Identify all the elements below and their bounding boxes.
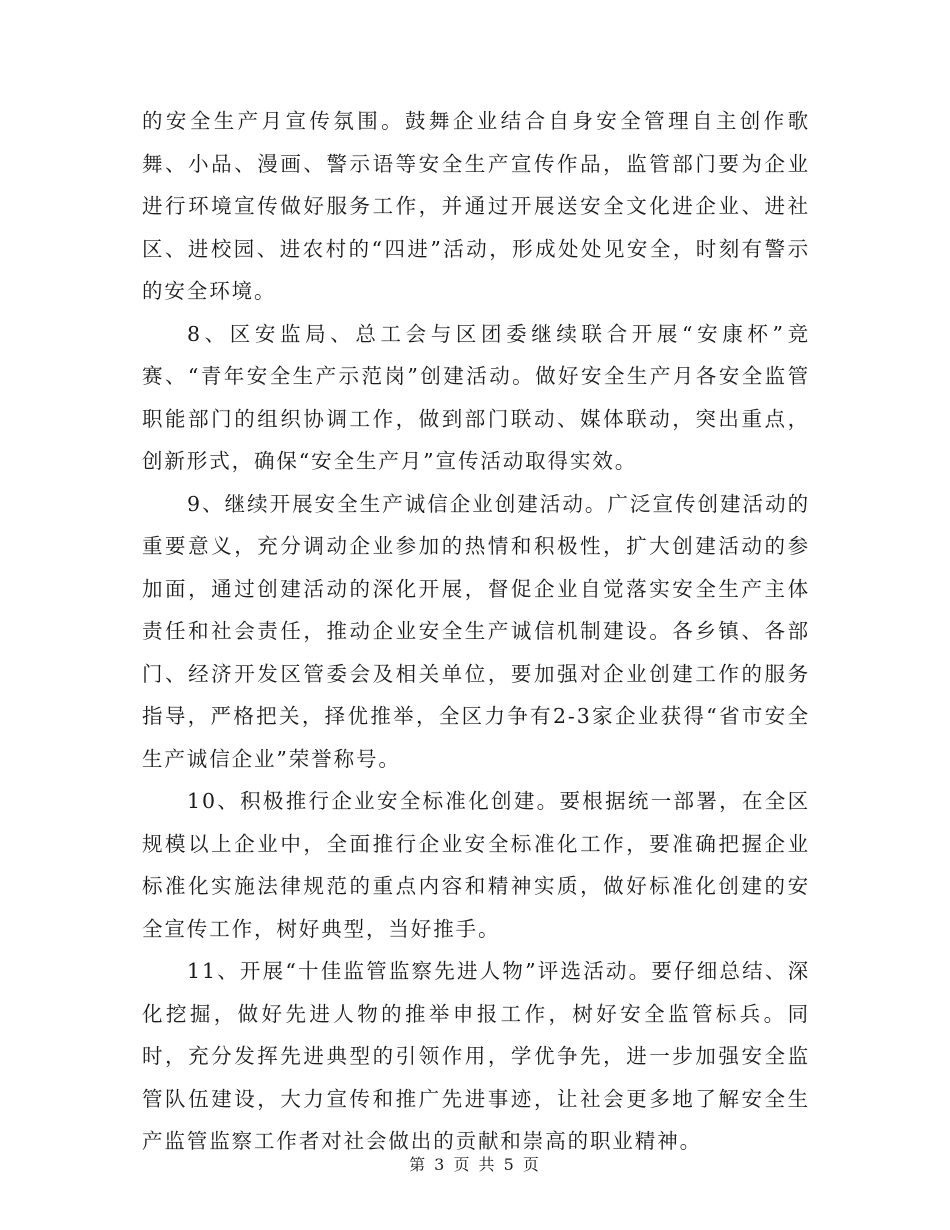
document-body [142,100,810,1163]
paragraph-item-11: 11、开展“十佳监管监察先进人物”评选活动。要仔细总结、深化挖掘，做好先进人物的推举申报工作，树好安全监管标兵。同时，充分发挥先进典型的引领作用，学优争先，进一步加强安全监管队伍建设，大力宣传和推广先进事迹，让社会更多地了解安全生产监管监察工作者对社会做出的贡献和崇高的职业精神。 [142,959,810,1153]
paragraph-item-10: 10、积极推行企业安全标准化创建。要根据统一部署，在全区规模以上企业中，全面推行企业安全标准化工作，要准确把握企业标准化实施法律规范的重点内容和精神实质，做好标准化创建的安全宣传工作，树好典型，当好推手。 [142,789,810,941]
paragraph-continued: 的安全生产月宣传氛围。鼓舞企业结合自身安全管理自主创作歌舞、小品、漫画、警示语等安全生产宣传作品，监管部门要为企业进行环境宣传做好服务工作，并通过开展送安全文化进企业、进社区、进校园、进农村的“四进”活动，形成处处见安全，时刻有警示的安全环境。 [142,109,810,303]
paragraph-item-8: 8、区安监局、总工会与区团委继续联合开展“安康杯”竞赛、“青年安全生产示范岗”创建活动。做好安全生产月各安全监管职能部门的组织协调工作，做到部门联动、媒体联动，突出重点，创新形式，确保“安全生产月”宣传活动取得实效。 [142,321,810,473]
page-number-footer: 第 3 页 共 5 页 [409,1155,541,1174]
paragraph-item-9: 9、继续开展安全生产诚信企业创建活动。广泛宣传创建活动的重要意义，充分调动企业参加的热情和积极性，扩大创建活动的参加面，通过创建活动的深化开展，督促企业自觉落实安全生产主体责任和社会责任，推动企业安全生产诚信机制建设。各乡镇、各部门、经济开发区管委会及相关单位，要加强对企业创建工作的服务指导，严格把关，择优推举，全区力争有2-3家企业获得“省市安全生产诚信企业”荣誉称号。 [142,491,810,771]
